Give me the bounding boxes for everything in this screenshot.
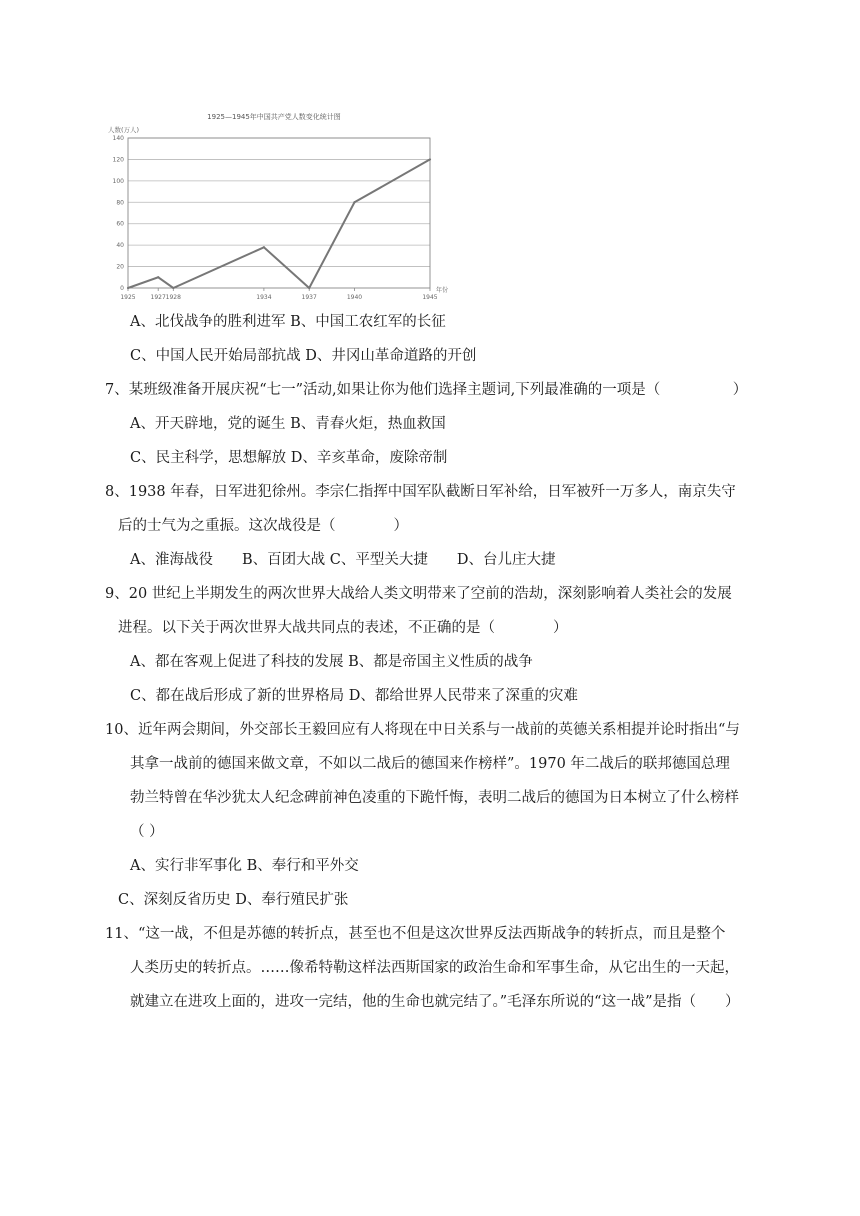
q9-options-ab: A、都在客观上促进了科技的发展 B、都是帝国主义性质的战争 [130, 654, 533, 670]
data-point-1934 [263, 246, 265, 248]
data-point-1940 [353, 201, 355, 203]
q10-stem-line2: 其拿一战前的德国来做文章，不如以二战后的德国来作榜样”。1970 年二战后的联邦德国总理 [130, 756, 730, 772]
data-point-1937 [308, 287, 310, 289]
y-tick-label-80: 80 [116, 199, 124, 207]
q7-stem: 7、某班级准备开展庆祝“七一”活动,如果让你为他们选择主题词,下列最准确的一项是（ ） [105, 382, 748, 398]
y-tick-label-20: 20 [116, 263, 124, 271]
q10-stem-line4: （ ） [130, 824, 164, 840]
data-point-1928 [172, 287, 174, 289]
data-point-1945 [429, 158, 431, 160]
q10-stem-line1: 10、近年两会期间，外交部长王毅回应有人将现在中日关系与一战前的英德关系相提并论时指出“与 [105, 722, 740, 738]
q10-options-cd: C、深刻反省历史 D、奉行殖民扩张 [118, 892, 349, 908]
x-axis-label: 年份 [436, 287, 449, 294]
x-tick-label-1937: 1937 [301, 294, 317, 301]
x-tick-label-1928: 1928 [165, 294, 181, 301]
y-tick-label-0: 0 [120, 285, 124, 292]
x-tick-label-1925: 1925 [120, 294, 136, 301]
y-tick-label-100: 100 [112, 177, 124, 185]
q11-stem-line3: 就建立在进攻上面的，进攻一完结，他的生命也就完结了。”毛泽东所说的“这一战”是指（ ） [130, 994, 740, 1010]
q8-stem-line1: 8、1938 年春，日军进犯徐州。李宗仁指挥中国军队截断日军补给，日军被歼一万多人，南京失守 [105, 484, 736, 500]
q11-stem-line1: 11、“这一战，不但是苏德的转折点，甚至也不但是这次世界反法西斯战争的转折点，而且是整个 [105, 926, 726, 942]
y-tick-label-120: 120 [112, 156, 124, 164]
x-tick-label-1927: 1927 [150, 294, 166, 301]
q6-options-ab: A、北伐战争的胜利进军 B、中国工农红军的长征 [130, 314, 446, 330]
data-point-1925 [127, 287, 129, 289]
q10-stem-line3: 勃兰特曾在华沙犹太人纪念碑前神色凌重的下跪忏悔，表明二战后的德国为日本树立了什么榜样 [130, 790, 739, 806]
plot-frame [128, 138, 430, 288]
q8-options: A、淮海战役 B、百团大战 C、平型关大捷 D、台儿庄大捷 [130, 552, 556, 568]
q7-options-ab: A、开天辟地，党的诞生 B、青春火炬，热血救国 [130, 416, 446, 432]
y-tick-label-40: 40 [116, 242, 124, 250]
y-axis-label: 人数(万人) [108, 126, 140, 134]
q9-stem-line1: 9、20 世纪上半期发生的两次世界大战给人类文明带来了空前的浩劫，深刻影响着人类社会的发展 [105, 586, 732, 602]
q10-options-ab: A、实行非军事化 B、奉行和平外交 [130, 858, 359, 874]
q8-stem-line2: 后的士气为之重振。这次战役是（ ） [118, 518, 408, 534]
q6-options-cd: C、中国人民开始局部抗战 D、井冈山革命道路的开创 [130, 348, 477, 364]
chart-title: 1925—1945年中国共产党人数变化统计图 [207, 113, 341, 121]
x-tick-label-1934: 1934 [256, 294, 272, 301]
q11-stem-line2: 人类历史的转折点。……像希特勒这样法西斯国家的政治生命和军事生命，从它出生的一天起， [130, 960, 739, 976]
party-membership-chart [100, 108, 460, 304]
q9-stem-line2: 进程。以下关于两次世界大战共同点的表述，不正确的是（ ） [118, 620, 568, 636]
q9-options-cd: C、都在战后形成了新的世界格局 D、都给世界人民带来了深重的灾难 [130, 688, 578, 704]
q7-options-cd: C、民主科学，思想解放 D、辛亥革命，废除帝制 [130, 450, 448, 466]
data-point-1927 [157, 276, 159, 278]
y-tick-label-140: 140 [112, 135, 124, 142]
x-tick-label-1940: 1940 [346, 294, 363, 301]
x-tick-label-1945: 1945 [422, 294, 438, 301]
y-tick-label-60: 60 [116, 220, 124, 228]
